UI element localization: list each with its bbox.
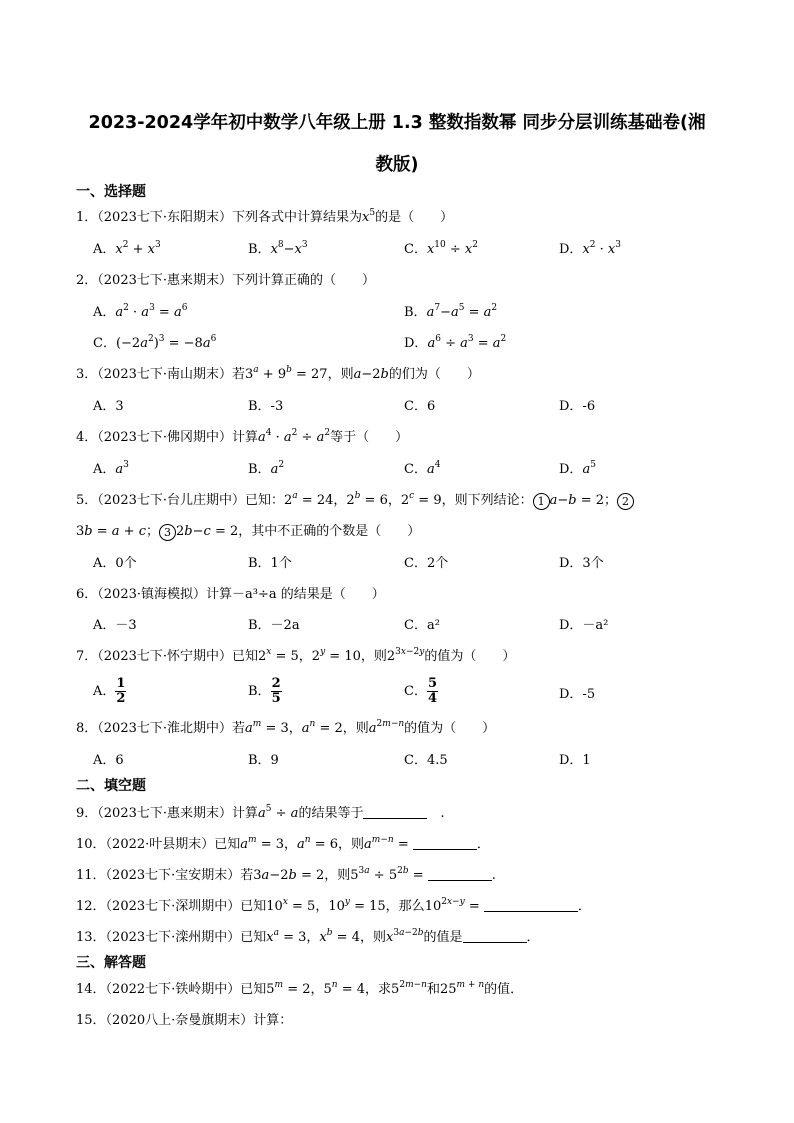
- option-b[interactable]: B．－2a: [248, 618, 300, 633]
- section-heading-choice: 一、选择题: [76, 184, 146, 200]
- option-c[interactable]: C．2个: [404, 556, 449, 571]
- answer-blank[interactable]: [484, 899, 578, 912]
- option-b[interactable]: B．$a^2$: [248, 460, 285, 477]
- question-6-options: [93, 614, 733, 634]
- question-15: 15．（2020八上·奈曼旗期末）计算：: [76, 1013, 293, 1028]
- option-c[interactable]: C．$a^4$: [404, 460, 441, 477]
- option-c[interactable]: C． $\frac{5}{4}$: [404, 676, 437, 706]
- answer-blank[interactable]: [363, 806, 427, 819]
- option-a[interactable]: A．$a^2 \cdot a^3 = a^6$: [93, 303, 188, 320]
- option-a[interactable]: A．3: [93, 399, 124, 414]
- question-3-options: [93, 395, 733, 415]
- question-2-options-row2: [93, 332, 733, 352]
- question-4: 4．（2023七下·佛冈期中）计算$a^4 \cdot a^2 \div a^2$等于（ ）: [76, 428, 409, 445]
- question-1-options: [93, 238, 733, 258]
- option-d[interactable]: D．-5: [559, 687, 596, 702]
- option-c[interactable]: C．$x^{10} \div x^2$: [404, 240, 478, 257]
- question-11: 11．（2023七下·宝安期末）若3a−2b = 2，则$5^{3a} \div 5^{2b}$ = .: [76, 866, 496, 883]
- question-14: 14．（2022七下·铁岭期中）已知$5^m = 2$，$5^n = 4$，求$5^{2m-n}$和$25^{m + n}$的值．: [76, 980, 524, 997]
- option-d[interactable]: D．3个: [559, 556, 604, 571]
- question-13: 13．（2023七下·滦州期中）已知$x^a = 3$，$x^b = 4$，则$x^{3a-2b}$的值是 ．: [76, 928, 540, 945]
- option-b[interactable]: B．$a^7-a^5 = a^2$: [404, 303, 498, 320]
- question-2-options-row1: [93, 301, 733, 321]
- option-d[interactable]: D．$a^5$: [559, 460, 596, 477]
- section-heading-answer: 三、解答题: [76, 955, 146, 971]
- option-c[interactable]: C．4.5: [404, 753, 448, 768]
- title-line-1: 2023-2024学年初中数学八年级上册 1.3 整数指数幂 同步分层训练基础卷(湘: [88, 113, 706, 133]
- question-3: 3．（2023七下·南山期末）若$3^a + 9^b = 27$，则a−2b的们为（ ）: [76, 365, 480, 382]
- title-line-2: 教版): [375, 155, 419, 175]
- question-12: 12．（2023七下·深圳期中）已知$10^x = 5$，$10^y = 15$，那么$10^{2x-y}$ = ．: [76, 897, 591, 914]
- question-2: 2．（2023七下·惠来期末）下列计算正确的（ ）: [76, 273, 375, 288]
- question-5-line-2: 3b = a + c； 3 2b−c = 2，其中不正确的个数是（ ）: [76, 524, 421, 539]
- option-c[interactable]: C．$(-2a^2)^3 = -8a^6$: [93, 334, 217, 351]
- section-heading-fill: 二、填空题: [76, 778, 146, 794]
- option-b[interactable]: B．9: [248, 753, 279, 768]
- question-5-options: [93, 552, 733, 572]
- option-b[interactable]: B．1个: [248, 556, 292, 571]
- answer-blank[interactable]: [413, 837, 477, 850]
- option-a[interactable]: A．6: [93, 753, 124, 768]
- option-d[interactable]: D．$x^2 \cdot x^3$: [559, 240, 621, 257]
- question-1: 1．（2023七下·东阳期末）下列各式中计算结果为$x^5$的是（ ）: [76, 208, 454, 225]
- option-c[interactable]: C．a²: [404, 618, 440, 633]
- option-a[interactable]: A．0个: [93, 556, 137, 571]
- option-b[interactable]: B．-3: [248, 399, 284, 414]
- question-5: 5．（2023七下·台儿庄期中）已知：$2^a = 24$，$2^b = 6$，$2^c = 9$，则下列结论： 1 a−b = 2； 2: [76, 489, 634, 510]
- question-9: 9．（2023七下·惠来期末）计算$a^5 \div a$的结果等于 .: [76, 804, 445, 821]
- question-8-options: [93, 749, 733, 769]
- option-d[interactable]: D．-6: [559, 399, 596, 414]
- option-d[interactable]: D．$a^6 \div a^3 = a^2$: [404, 334, 507, 351]
- option-a[interactable]: A．－3: [93, 618, 137, 633]
- option-d[interactable]: D．1: [559, 753, 591, 768]
- option-b[interactable]: B．$x^8-x^3$: [248, 240, 308, 257]
- question-7: 7．（2023七下·怀宁期中）已知$2^x = 5$，$2^y = 10$，则$2^{3x-2y}$的值为（ ）: [76, 647, 516, 664]
- answer-blank[interactable]: [463, 930, 527, 943]
- option-d[interactable]: D．－a²: [559, 618, 609, 633]
- option-a[interactable]: A．$a^3$: [93, 460, 129, 477]
- question-6: 6．（2023·镇海模拟）计算－a³÷a 的结果是（ ）: [76, 587, 385, 602]
- option-b[interactable]: B． $\frac{2}{5}$: [248, 676, 281, 706]
- page-title: [60, 102, 734, 186]
- question-8: 8．（2023七下·淮北期中）若$a^m = 3$，$a^n = 2$，则$a^{2m-n}$的值为（ ）: [76, 719, 496, 736]
- answer-blank[interactable]: [428, 868, 492, 881]
- question-10: 10．（2022·叶县期末）已知$a^m = 3$，$a^n = 6$，则$a^{m-n}$ = ．: [76, 835, 490, 852]
- option-a[interactable]: A． $\frac{1}{2}$: [93, 676, 126, 706]
- question-4-options: [93, 458, 733, 478]
- option-a[interactable]: A．$x^2 + x^3$: [93, 240, 161, 257]
- option-c[interactable]: C．6: [404, 399, 436, 414]
- question-7-options: [93, 673, 733, 707]
